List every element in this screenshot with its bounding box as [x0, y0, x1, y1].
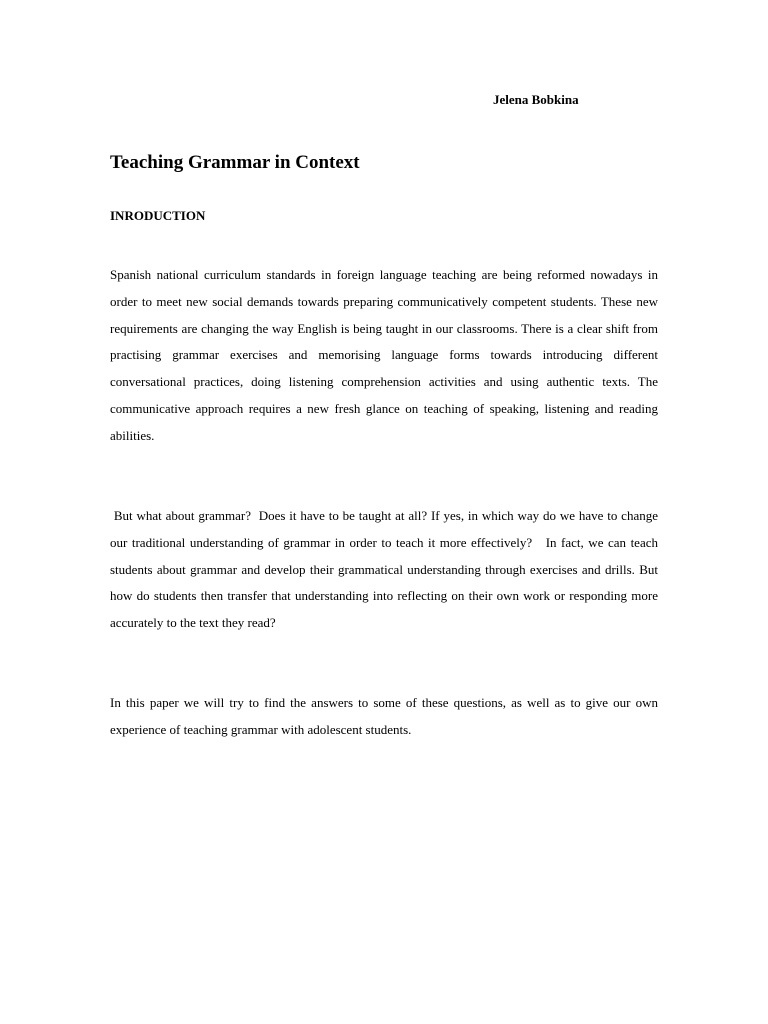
body-paragraph-2: But what about grammar? Does it have to be taught at all? If yes, in which way do we have to change our traditional understanding of grammar in order to teach it more effectively? In fact, we can teach students about grammar and develop their grammatical understanding through exercises and drills. But how do students then transfer that understanding into reflecting on their own work or responding more accurately to the text they read?	[110, 508, 658, 631]
body-paragraph-3: In this paper we will try to find the answers to some of these questions, as well as to give our own experience of teaching grammar with adolescent students.	[110, 695, 658, 737]
author-name: Jelena Bobkina	[493, 92, 579, 107]
body-paragraph-1: Spanish national curriculum standards in foreign language teaching are being reformed nowadays in order to meet new social demands towards preparing communicatively competent students. These new requirements are changing the way English is being taught in our classrooms. There is a clear shift from practising grammar exercises and memorising language forms towards introducing different conversational practices, doing listening comprehension activities and using authentic texts. The communicative approach requires a new fresh glance on teaching of speaking, listening and reading abilities.	[110, 267, 658, 443]
section-heading: INRODUCTION	[110, 208, 206, 223]
document-title: Teaching Grammar in Context	[110, 152, 360, 173]
